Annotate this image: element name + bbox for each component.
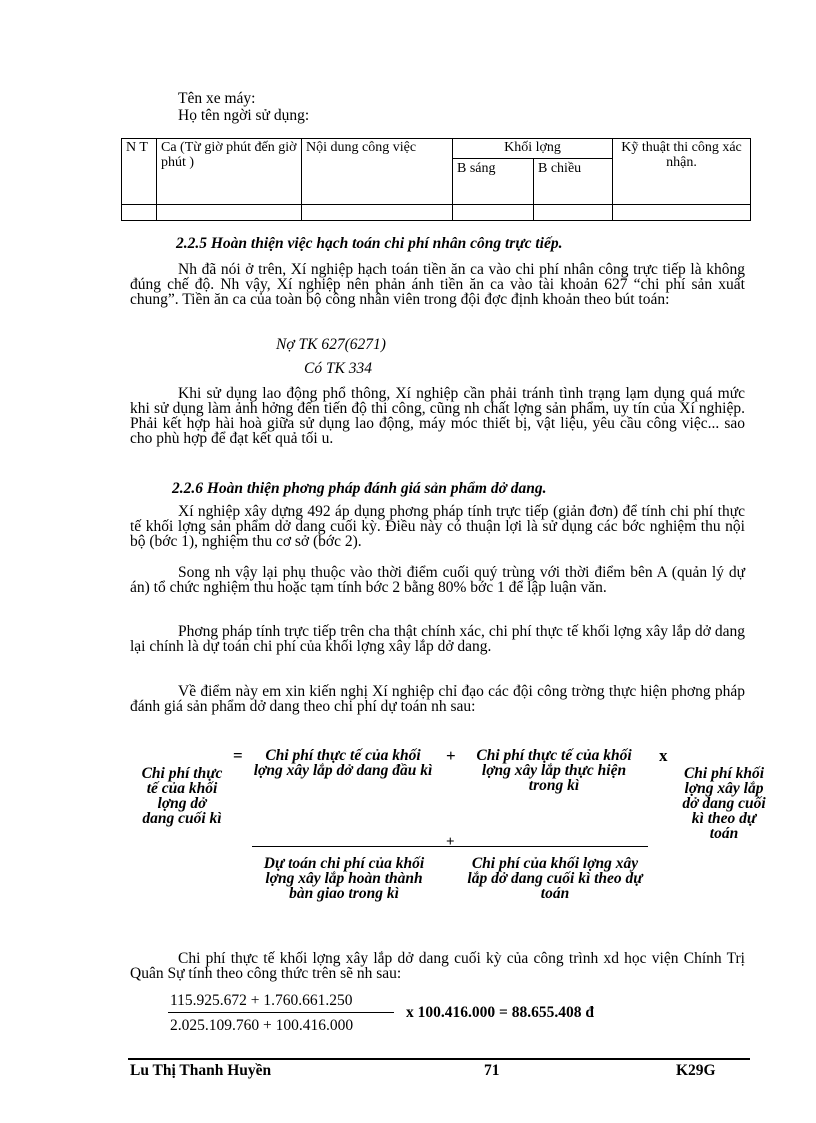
formula-times: x	[659, 746, 668, 765]
calc-fraction-bar	[168, 1012, 394, 1013]
calc-numerator: 115.925.672 + 1.760.661.250	[170, 992, 353, 1009]
work-log-table	[121, 138, 751, 221]
formula-numerator-b: Chi phí thực tế của khối lợng xây lắp thực hiện trong kì	[476, 747, 632, 794]
formula-denominator-a: Dự toán chi phí của khối lợng xây lắp hoàn thành bàn giao trong kì	[263, 855, 425, 902]
col-afternoon-header: B chiều	[534, 159, 613, 205]
footer-class: K29G	[676, 1062, 716, 1079]
footer-page-number: 71	[484, 1062, 500, 1079]
footer-rule	[128, 1058, 750, 1060]
col-volume-header: Khối lợng	[453, 139, 613, 159]
footer-author: Lu Thị Thanh Huyền	[130, 1062, 272, 1079]
col-morning-header: B sáng	[453, 159, 534, 205]
section-226-para3: Phơng pháp tính trực tiếp trên cha thật chính xác, chi phí thực tế khối lợng xây lắp dở dang lại chính là dự toán chi phí của khối lợng xây lắp dở dang.	[130, 623, 745, 655]
calc-result: x 100.416.000 = 88.655.408 đ	[406, 1004, 594, 1021]
formula-numerator-a: Chi phí thực tế của khối lợng xây lắp dở dang đầu kì	[253, 747, 433, 779]
formula-plus-bottom: +	[446, 834, 455, 850]
section-225-para2: Khi sử dụng lao động phổ thông, Xí nghiệp cần phải tránh tình trạng lạm dụng quá mức khi sử dụng làm ảnh hởng đến tiến độ thi công, cũng nh chất lợng sản phẩm, uy tín của Xí nghiệp. Phải kết hợp hài hoà giữa sử dụng lao động, máy móc thiết bị, vật liệu, yêu cầu công việc... sao cho phù hợp để đạt kết quả tối u.	[130, 385, 745, 447]
formula-lhs: Chi phí thực tế của khối lợng dở dang cuối kì	[141, 765, 223, 827]
col-no-header: N T	[122, 139, 157, 205]
formula-denominator-b: Chi phí của khối lợng xây lắp dở dang cuối kì theo dự toán	[467, 855, 643, 902]
section-226-para1: Xí nghiệp xây dựng 492 áp dụng phơng pháp tính trực tiếp (giản đơn) để tính chi phí thực tế khối lợng sản phẩm dở dang cuối kỳ. Điều này có thuận lợi là sử dụng các bớc nghiệm thu nội bộ (bớc 1), nghiệm thu cơ sở (bớc 2).	[130, 503, 745, 550]
calc-intro: Chi phí thực tế khối lợng xây lắp dở dang cuối kỳ của công trình xd học viện Chính Trị Quân Sự tính theo công thức trên sẽ nh sau:	[130, 950, 745, 982]
section-225-heading: 2.2.5 Hoàn thiện việc hạch toán chi phí nhân công trực tiếp.	[176, 235, 563, 252]
formula-plus-top: +	[446, 746, 456, 765]
user-label: Họ tên ngời sử dụng:	[178, 107, 310, 124]
entry-debit: Nợ TK 627(6271)	[276, 336, 386, 353]
calc-denominator: 2.025.109.760 + 100.416.000	[170, 1017, 354, 1034]
formula-rhs: Chi phí khối lợng xây lắp dở dang cuối kì theo dự toán	[682, 765, 766, 842]
vehicle-label: Tên xe máy:	[178, 90, 256, 107]
col-tech-header: Kỹ thuật thi công xác nhận.	[613, 139, 751, 205]
section-225-para1: Nh đã nói ở trên, Xí nghiệp hạch toán tiền ăn ca vào chi phí nhân công trực tiếp là không đúng chế độ. Nh vậy, Xí nghiệp nên phản ánh tiền ăn ca vào tài khoản 627 “chi phí sản xuất chung”. Tiền ăn ca của toàn bộ công nhân viên trong đội đợc định khoản theo bút toán:	[130, 261, 745, 308]
col-shift-header: Ca (Từ giờ phút đến giờ phút )	[157, 139, 302, 205]
table-row	[122, 205, 751, 221]
section-226-heading: 2.2.6 Hoàn thiện phơng pháp đánh giá sản phẩm dở dang.	[172, 480, 547, 497]
formula-equals: =	[233, 746, 243, 765]
entry-credit: Có TK 334	[304, 360, 373, 377]
col-content-header: Nội dung công việc	[302, 139, 453, 205]
section-226-para2: Song nh vậy lại phụ thuộc vào thời điểm cuối quý trùng với thời điểm bên A (quản lý dự án) tổ chức nghiệm thu hoặc tạm tính bớc 2 bằng 80% bớc 1 để lập luận văn.	[130, 564, 745, 596]
section-226-para4: Về điểm này em xin kiến nghị Xí nghiệp chỉ đạo các đội công trờng thực hiện phơng pháp đánh giá sản phẩm dở dang theo chi phí dự toán nh sau:	[130, 683, 745, 715]
